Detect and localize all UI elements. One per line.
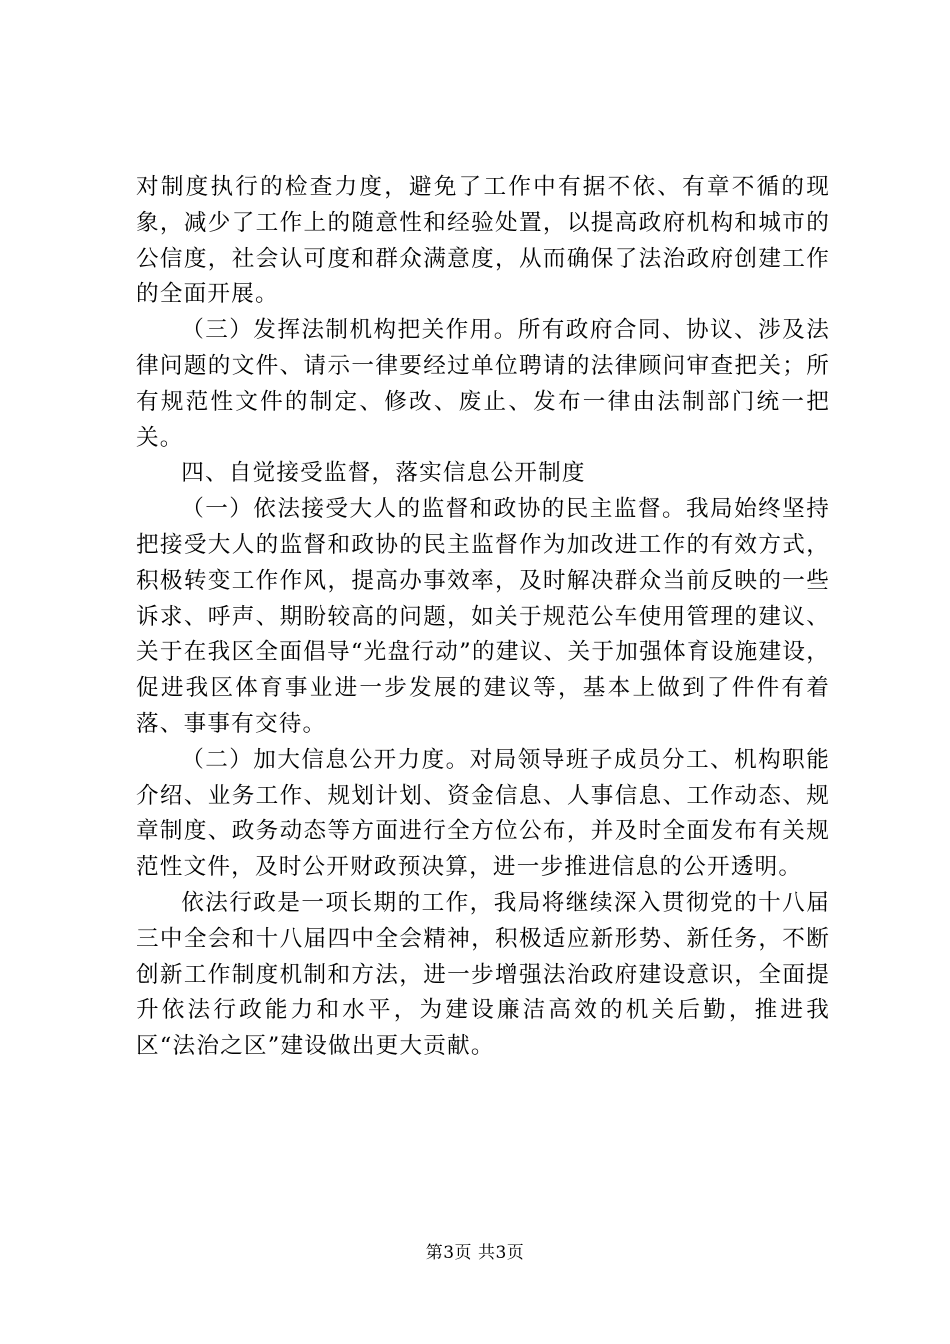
- paragraph-subsection-two: （二）加大信息公开力度。对局领导班子成员分工、机构职能介绍、业务工作、规划计划、资金信息、人事信息、工作动态、规章制度、政务动态等方面进行全方位公布，并及时全面发布有关规范性文件，及时公开财政预决算，进一步推进信息的公开透明。: [136, 746, 830, 881]
- paragraph-conclusion: 依法行政是一项长期的工作，我局将继续深入贯彻党的十八届三中全会和十八届四中全会精神，积极适应新形势、新任务，不断创新工作制度机制和方法，进一步增强法治政府建设意识，全面提升依法行政能力和水平，为建设廉洁高效的机关后勤，推进我区“法治之区”建设做出更大贡献。: [136, 889, 830, 1060]
- document-body: [136, 170, 830, 1065]
- paragraph-subsection-one: （一）依法接受大人的监督和政协的民主监督。我局始终坚持把接受大人的监督和政协的民主监督作为加改进工作的有效方式，积极转变工作作风，提高办事效率，及时解决群众当前反映的一些诉求、呼声、期盼较高的问题，如关于规范公车使用管理的建议、关于在我区全面倡导“光盘行动”的建议、关于加强体育设施建设，促进我区体育事业进一步发展的建议等，基本上做到了件件有着落、事事有交待。: [136, 496, 830, 737]
- section-heading-four: 四、自觉接受监督，落实信息公开制度: [181, 460, 586, 487]
- page-footer: 第3页 共3页: [425, 1243, 525, 1263]
- paragraph-continuation: 对制度执行的检查力度，避免了工作中有据不依、有章不循的现象，减少了工作上的随意性和经验处置，以提高政府机构和城市的公信度，社会认可度和群众满意度，从而确保了法治政府创建工作的全面开展。: [136, 174, 830, 308]
- paragraph-section-three: （三）发挥法制机构把关作用。所有政府合同、协议、涉及法律问题的文件、请示一律要经过单位聘请的法律顾问审查把关；所有规范性文件的制定、修改、废止、发布一律由法制部门统一把关。: [136, 317, 830, 451]
